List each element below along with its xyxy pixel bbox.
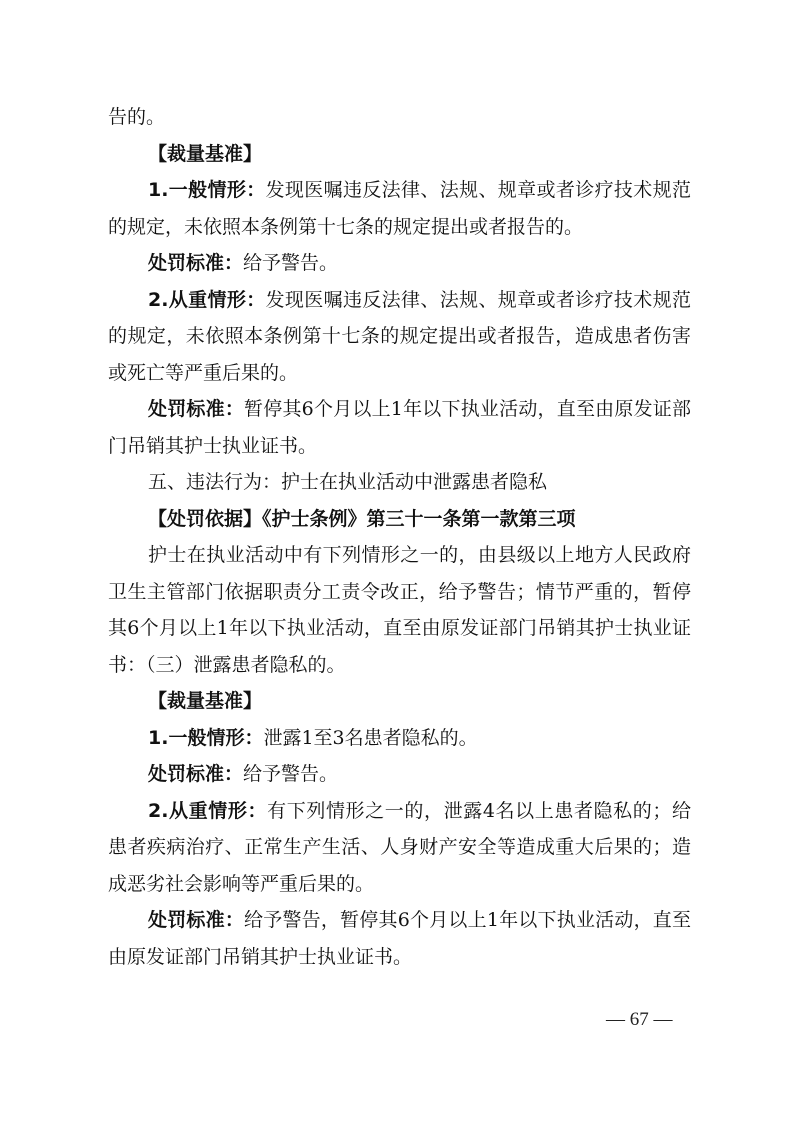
paragraph-aggravated-case [108, 282, 691, 392]
page-number: — 67 — [606, 1009, 673, 1030]
text-penalty-standard: 暂停其6个月以上1年以下执业活动，直至由原发证部门吊销其护士执业证书。 [108, 398, 691, 457]
paragraph-aggravated-case [108, 793, 691, 903]
text-aggravated-case: 发现医嘱违反法律、法规、规章或者诊疗技术规范的规定，未依照本条例第十七条的规定提出或者报告，造成患者伤害或死亡等严重后果的。 [108, 288, 691, 384]
text-aggravated-case: 有下列情形之一的，泄露4名以上患者隐私的；给患者疾病治疗、正常生产生活、人身财产安全等造成重大后果的；造成恶劣社会影响等严重后果的。 [108, 799, 691, 895]
paragraph-general-case [108, 172, 691, 245]
text-general-case: 发现医嘱违反法律、法规、规章或者诊疗技术规范的规定，未依照本条例第十七条的规定提出或者报告的。 [108, 179, 691, 238]
text-general-case: 泄露1至3名患者隐私的。 [263, 726, 478, 749]
paragraph-legal-provision: 护士在执业活动中有下列情形之一的，由县级以上地方人民政府卫生主管部门依据职责分工责令改正，给予警告；情节严重的，暂停其6个月以上1年以下执业活动，直至由原发证部门吊销其护士执业证书：（三）泄露患者隐私的。 [108, 544, 691, 676]
label-penalty-standard: 处罚标准： [148, 252, 244, 274]
section-heading-penalty-basis: 【处罚依据】《护士条例》第三十一条第一款第三项 [148, 507, 576, 530]
label-penalty-standard: 处罚标准： [148, 909, 245, 931]
section-heading-discretion-standard: 【裁量基准】 [148, 142, 263, 165]
label-penalty-standard: 处罚标准： [148, 398, 245, 420]
section-heading-discretion-standard: 【裁量基准】 [148, 690, 263, 712]
paragraph-general-case [108, 720, 691, 757]
document-body [108, 99, 691, 975]
text-penalty-standard: 给予警告，暂停其6个月以上1年以下执业活动，直至由原发证部门吊销其护士执业证书。 [108, 909, 691, 968]
label-penalty-standard: 处罚标准： [148, 763, 244, 785]
paragraph-penalty-standard [108, 245, 691, 282]
label-aggravated-case: 2.从重情形： [148, 288, 266, 311]
section-heading-violation: 五、违法行为：护士在执业活动中泄露患者隐私 [148, 471, 548, 493]
text-penalty-standard: 给予警告。 [243, 252, 339, 274]
label-general-case: 1.一般情形： [148, 179, 266, 201]
paragraph-penalty-standard [108, 902, 691, 975]
text-penalty-standard: 给予警告。 [243, 763, 339, 785]
paragraph-continuation: 告的。 [108, 106, 166, 128]
paragraph-penalty-standard [108, 756, 691, 793]
paragraph-penalty-standard [108, 391, 691, 464]
label-aggravated-case: 2.从重情形： [148, 799, 268, 822]
label-general-case: 1.一般情形： [148, 726, 264, 749]
